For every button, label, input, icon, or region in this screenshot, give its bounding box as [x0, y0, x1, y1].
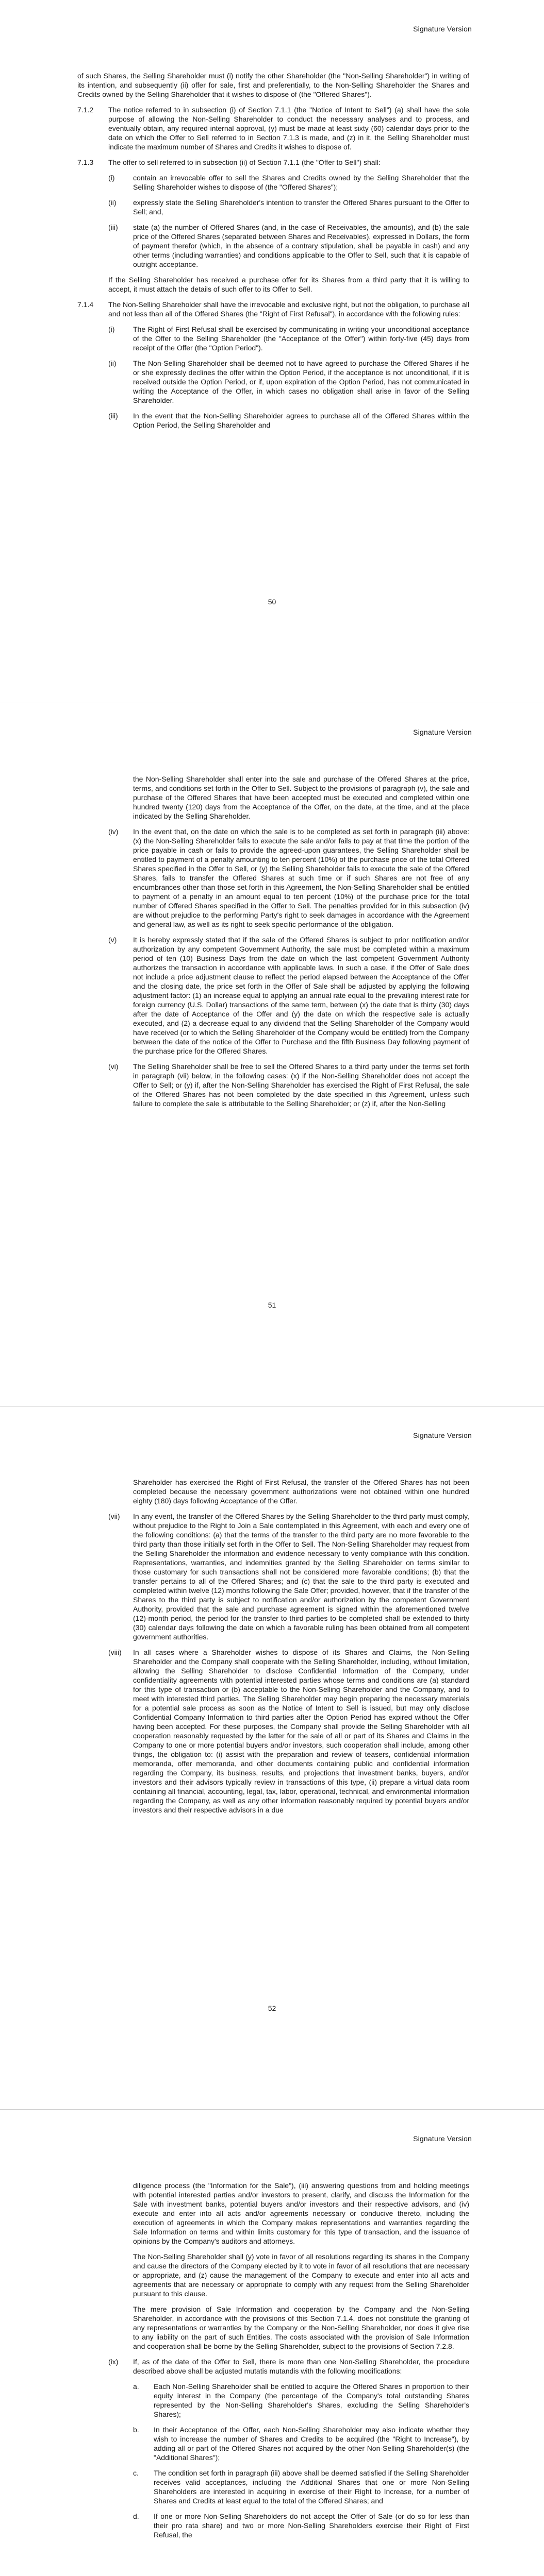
sub-clause-text: state (a) the number of Offered Shares (and, in the case of Receivables, the amounts), and (b) the sale price of the Offered Shares (separated between Shares and Receivables), expressed in Dollars, the form of payment therefor (which, in the absence of a contrary stipulation, shall be payable in cash) and any other terms (including warranties) and conditions applicable to the Offer to Sell, such that it is capable of outright acceptance.: [133, 223, 469, 268]
page-header: Signature Version: [413, 2134, 472, 2143]
continued-paragraph: Shareholder has exercised the Right of First Refusal, the transfer of the Offered Shares has not been completed because the necessary government authorizations were not obtained within one hundred eighty (180) days following Acceptance of the Offer.: [133, 1478, 469, 1505]
sub-clause: [108, 2357, 469, 2376]
sub-clause-label: (iii): [108, 412, 118, 420]
document-page: [0, 703, 544, 1406]
clause-number: 7.1.3: [77, 158, 94, 166]
continued-paragraph: The mere provision of Sale Information and cooperation by the Company and the Non-Selling Shareholder, in accordance with the provisions of this Section 7.1.4, does not constitute the granting of any representations or warranties by the Company or the Non-Selling Shareholder, nor does it give rise to any liability on the part of such Entities. The costs associated with the provision of Sale Information and cooperation shall be borne by the Selling Shareholder, subject to the provisions of Section 7.2.8.: [133, 2305, 469, 2350]
sub-clause-text: In the event that, on the date on which the sale is to be completed as set forth in paragraph (iii) above: (x) the Non-Selling Shareholder fails to execute the sale and/or fails to pay at that time the portion of the price payable in cash or fails to provide the agreed-upon guarantees, the Selling Shareholder shall be entitled to payment of a penalty amounting to ten percent (10%) of the purchase price of the total Offered Shares specified in the Offer to Sell, or (y) the Selling Shareholder fails to execute the sale of the Offered Shares, fails to transfer the Offered Shares at such time or if such Shares are not free of any encumbrances other than those set forth in this Agreement, the Non-Selling Shareholder shall be entitled to payment of a penalty in an amount equal to ten percent (10%) of the purchase price for the total number of Offered Shares specified in the Offer to Sell. The penalties provided for in this subsection (iv) are without prejudice to the performing Party's right to seek damages in accordance with the Agreement and general law, as well as its right to seek specific performance of the obligation.: [133, 827, 469, 928]
clause-number: 7.1.2: [77, 106, 94, 114]
numbered-clause: [77, 105, 469, 151]
sub-clause-label: (viii): [108, 1648, 122, 1656]
sub-clause: [108, 223, 469, 269]
sub-clause-text: The Right of First Refusal shall be exercised by communicating in writing your unconditional acceptance of the Offer to the Selling Shareholder (the "Acceptance of the Offer") within forty-five (45) days from receipt of the Offer (the "Option Period").: [133, 325, 469, 352]
sub-clause-text: The Non-Selling Shareholder shall be deemed not to have agreed to purchase the Offered Shares if he or she expressly declines the offer within the Option Period, if the acceptance is not unconditional, if it is received outside the Option Period, or if, upon expiration of the Option Period, has not communicated in writing the Acceptance of the Offer, in which cases no obligation shall arise in favor of the Selling Shareholder.: [133, 359, 469, 404]
sub-clause-text: In all cases where a Shareholder wishes to dispose of its Shares and Claims, the Non-Selling Shareholder and the Company shall cooperate with the Selling Shareholder, including, without limitation, allowing the Selling Shareholder to disclose Confidential Information of the Company, under confidentiality agreements with potential interested parties whose terms and conditions are (a) standard for this type of transaction or (b) acceptable to the Non-Selling Shareholder and the Company, and to meet with interested third parties. The Selling Shareholder may begin preparing the necessary materials for a potential sale process as soon as the Notice of Intent to Sell is issued, but may only disclose Confidential Company Information to third parties after the Option Period has expired without the Offer having been accepted. For these purposes, the Company shall provide the Selling Shareholder with all cooperation reasonably requested by the latter for the sale of all or part of its Shares and Claims in the Company to one or more potential buyers and/or investors, such cooperation shall include, among other things, the obligation to: (i) assist with the preparation and review of teasers, confidential information memoranda, offer memoranda, and other documents containing public and confidential information regarding the Company, its business, results, and projections that investment banks, buyers, and/or investors and their advisors typically review in transactions of this type, (ii) prepare a virtual data room containing all financial, accounting, legal, tax, labor, operational, technical, and environmental information regarding the Company, as well as any other information reasonably required by potential buyers and/or investors and their respective advisors in a due: [133, 1648, 469, 1814]
sub-clause-label: (i): [108, 174, 115, 182]
sub-clause: [108, 1648, 469, 1815]
page-body: [77, 774, 469, 1114]
lettered-item: [133, 2468, 469, 2505]
sub-clause-text: In the event that the Non-Selling Shareholder agrees to purchase all of the Offered Shares within the Option Period, the Selling Shareholder and: [133, 412, 469, 429]
continued-paragraph: diligence process (the "Information for the Sale"), (iii) answering questions from and holding meetings with potential interested parties and/or investors to present, clarify, and discuss the Information for the Sale with investment banks, potential buyers and/or investors and their respective advisors, and (iv) execute and enter into all acts and/or agreements necessary or conducive thereto, including the execution of agreements in which the Company makes representations and warranties regarding the Sale Information on terms and within limits customary for this type of transaction, and the issuance of opinions by the Company's auditors and attorneys.: [133, 2181, 469, 2245]
sub-clause-label: (vii): [108, 1512, 120, 1520]
numbered-clause: [77, 300, 469, 318]
page-number: 52: [268, 2004, 276, 2012]
document-page: [0, 0, 544, 703]
sub-clause-label: (v): [108, 936, 117, 944]
page-header: Signature Version: [413, 728, 472, 736]
sub-clause-label: (ix): [108, 2358, 119, 2366]
sub-clause-text: expressly state the Selling Shareholder's intention to transfer the Offered Shares pursuant to the Offer to Sell; and,: [133, 198, 469, 216]
lettered-item-text: Each Non-Selling Shareholder shall be entitled to acquire the Offered Shares in proportion to their equity interest in the Company (the percentage of the Company's total outstanding Shares represented by the Non-Selling Shareholder's Shares, excluding the Selling Shareholder's Shares);: [154, 2382, 469, 2418]
continued-paragraph: The Non-Selling Shareholder shall (y) vote in favor of all resolutions regarding its shares in the Company and cause the directors of the Company elected by it to vote in favor of all resolutions that are necessary or appropriate, and (z) cause the management of the Company to execute and enter into all acts and agreements that are necessary or appropriate to comply with any request from the Selling Shareholder pursuant to this clause.: [133, 2252, 469, 2298]
document-page: [0, 2110, 544, 2576]
lettered-item: [133, 2382, 469, 2419]
sub-clause-text: In any event, the transfer of the Offered Shares by the Selling Shareholder to the third party must comply, without prejudice to the Right to Join a Sale contemplated in this Agreement, with each and every one of the following conditions: (a) that the terms of the transfer to the third party are no more favorable to the third party than those initially set forth in the Offer to Sell. The Non-Selling Shareholder may request from the Selling Shareholder the information and evidence necessary to verify compliance with this condition. Representations, warranties, and indemnities granted by the Selling Shareholder on terms similar to those customary for such transactions shall not be considered more favorable conditions; (b) that the transfer pertains to all of the Offered Shares; and (c) that the sale to the third party is executed and completed within twelve (12) months following the Sale Offer; provided, however, that if the transfer of the Shares to the third party is subject to notification and/or authorization by the competent Government Authority, provided that the sale and purchase agreement is signed within the aforementioned twelve (12)-month period, the period for the transfer to third parties to be completed shall be extended to thirty (30) calendar days following the date on which a favorable ruling has been obtained from all competent government authorities.: [133, 1512, 469, 1641]
page-number: 51: [268, 1301, 276, 1309]
sub-clause-text: contain an irrevocable offer to sell the Shares and Credits owned by the Selling Shareholder that the Selling Shareholder wishes to dispose of (the "Offered Shares");: [133, 174, 469, 191]
lettered-item-text: In their Acceptance of the Offer, each Non-Selling Shareholder may also indicate whether they wish to increase the number of Shares and Credits to be acquired (the "Right to Increase"), by adding all or part of the Offered Shares not acquired by the other Non-Selling Shareholder(s) (the "Additional Shares");: [154, 2426, 469, 2462]
sub-clause: [108, 325, 469, 352]
sub-clause-label: (ii): [108, 359, 117, 367]
page-body: [77, 71, 469, 436]
clause-text: The notice referred to in subsection (i) of Section 7.1.1 (the "Notice of Intent to Sell") (a) shall have the sole purpose of allowing the Non-Selling Shareholder to conduct the necessary analyses and to process, and eventually obtain, any required internal approval, (y) must be made at least sixty (60) calendar days prior to the date on which the Offer to Sell referred to in Section 7.1.3 is made, and (z) in it, the Selling Shareholder must indicate the maximum number of Shares and Credits it wishes to dispose of.: [108, 106, 469, 151]
sub-clause-label: (i): [108, 325, 115, 333]
lettered-item-label: d.: [133, 2512, 139, 2520]
numbered-clause: [77, 158, 469, 167]
sub-clause: [108, 935, 469, 1056]
sub-clause: [108, 411, 469, 430]
sub-clause-text: The Selling Shareholder shall be free to sell the Offered Shares to a third party under the terms set forth in paragraph (vii) below, in the following cases: (x) if the Non-Selling Shareholder does not accept the Offer to Sell; or (y) if, after the Non-Selling Shareholder has exercised the Right of First Refusal, the sale of the Offered Shares has not been completed by the date specified in this Agreement, unless such failure to complete the sale is attributable to the Selling Shareholder; or (z) if, after the Non-Selling: [133, 1062, 469, 1108]
lettered-item: [133, 2425, 469, 2462]
sub-clause-text: It is hereby expressly stated that if the sale of the Offered Shares is subject to prior notification and/or authorization by any competent Government Authority, the sale must be completed within a maximum period of ten (10) Business Days from the date on which the last competent Government Authority authorizes the transaction in accordance with applicable laws. In such a case, if the Offer of Sale does not include a price adjustment clause to reflect the period elapsed between the Acceptance of the Offer and the closing date, the price set forth in the Offer of Sale shall be adjusted by applying the following adjustment factor: (1) an increase equal to applying an annual rate equal to the prevailing interest rate for foreign currency (U.S. Dollar) transactions of the same term, between (x) the date that is thirty (30) days after the date of Acceptance of the Offer and (y) the date on which the respective sale is actually executed, and (2) a decrease equal to any dividend that the Selling Shareholder of the Company would have received (or to which the Selling Shareholder of the Company would be entitled) from the Company between the date of the notice of the Offer to Purchase and the fifth Business Day following payment of the purchase price for the Offered Shares.: [133, 936, 469, 1055]
sub-clause-label: (iv): [108, 827, 119, 836]
sub-clause-text: If, as of the date of the Offer to Sell, there is more than one Non-Selling Shareholder, the procedure described above shall be adjusted mutatis mutandis with the following modifications:: [133, 2358, 469, 2375]
lettered-item-label: b.: [133, 2426, 139, 2434]
page-header: Signature Version: [413, 1431, 472, 1439]
lettered-item-text: The condition set forth in paragraph (iii) above shall be deemed satisfied if the Selling Shareholder receives valid acceptances, including the Additional Shares that one or more Non-Selling Shareholders are interested in acquiring in exercise of their Right to Increase, for a number of Shares and Credits at least equal to the total of the Offered Shares; and: [154, 2469, 469, 2505]
sub-clause: [108, 359, 469, 405]
page-body: [77, 1478, 469, 1821]
paragraph: of such Shares, the Selling Shareholder must (i) notify the other Shareholder (the "Non-Selling Shareholder") in writing of its intention, and subsequently (ii) offer for sale, first and preferentially, to the Non-Selling Shareholder the Shares and Credits owned by the Selling Shareholder that it wishes to dispose of (the "Offered Shares").: [77, 72, 469, 98]
lettered-item-label: c.: [133, 2469, 139, 2477]
clause-number: 7.1.4: [77, 300, 94, 309]
sub-clause: [108, 1062, 469, 1108]
sub-clause: [108, 173, 469, 192]
sub-clause: [108, 198, 469, 216]
page-header: Signature Version: [413, 25, 472, 33]
lettered-item: [133, 2512, 469, 2539]
clause-text: The Non-Selling Shareholder shall have the irrevocable and exclusive right, but not the obligation, to purchase all and not less than all of the Offered Shares (the "Right of First Refusal"), in accordance with the following rules:: [108, 300, 469, 318]
sub-clause: [108, 827, 469, 929]
lettered-item-label: a.: [133, 2382, 139, 2391]
continued-paragraph: the Non-Selling Shareholder shall enter into the sale and purchase of the Offered Shares at the price, terms, and conditions set forth in the Offer to Sell. Subject to the provisions of paragraph (v), the sale and purchase of the Offered Shares that have been accepted must be executed and completed within one hundred twenty (120) days from the Acceptance of the Offer, on the date, at the time, and at the place indicated by the Selling Shareholder.: [133, 775, 469, 820]
lettered-item-text: If one or more Non-Selling Shareholders do not accept the Offer of Sale (or do so for less than their pro rata share) and two or more Non-Selling Shareholders exercise their Right of First Refusal, the: [154, 2512, 469, 2539]
page-body: [77, 2181, 469, 2546]
indented-paragraph: If the Selling Shareholder has received a purchase offer for its Shares from a third party that it is willing to accept, it must attach the details of such offer to its Offer to Sell.: [108, 276, 469, 293]
document-page: [0, 1406, 544, 2110]
sub-clause-label: (ii): [108, 198, 117, 207]
clause-text: The offer to sell referred to in subsection (ii) of Section 7.1.1 (the "Offer to Sell") shall:: [108, 158, 381, 166]
page-number: 50: [268, 598, 276, 606]
sub-clause-label: (vi): [108, 1062, 119, 1071]
sub-clause-label: (iii): [108, 223, 118, 231]
sub-clause: [108, 1512, 469, 1641]
